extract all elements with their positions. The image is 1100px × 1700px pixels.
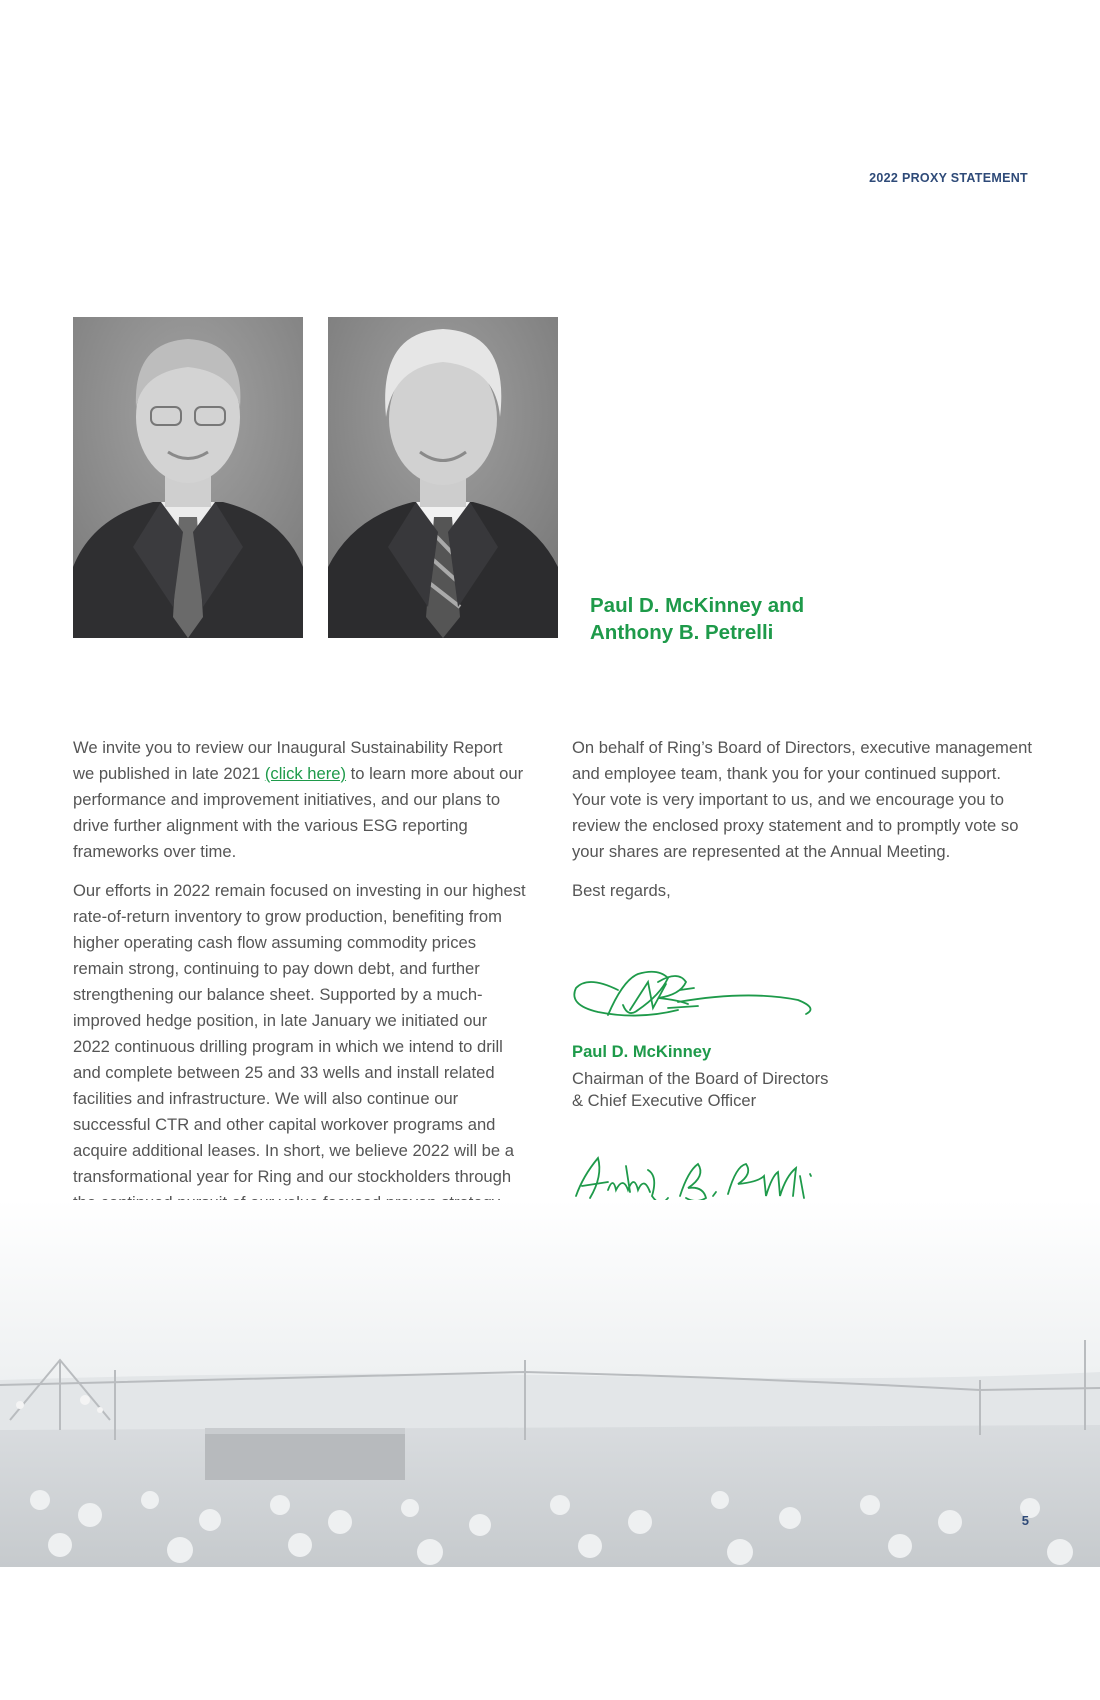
paragraph-text: to learn more about our performance and improvement initiatives, and our plans to drive further alignment with the various ESG reporting frameworks over time. (73, 764, 524, 861)
letter-right-column (572, 735, 1032, 917)
signer-title-mckinney-line2: & Chief Executive Officer (572, 1091, 757, 1110)
closing-text: Best regards, (572, 881, 671, 900)
caption-line-1: Paul D. McKinney and (590, 594, 805, 617)
caption-line-2: Anthony B. Petrelli (590, 621, 774, 644)
paragraph-text: We invite you to review our Inaugural Sustainability Report we published in late 2021 (73, 738, 503, 783)
paragraph-thank-you: On behalf of Ring’s Board of Directors, executive management and employee team, thank you for your continued support. Your vote is very important to us, and we encourage you to review the enclosed proxy statement and to promptly vote so your shares are represented at the Annual Meeting. (572, 738, 1032, 861)
oilfield-background-image (0, 1200, 1100, 1567)
signature-mckinney (568, 960, 824, 1028)
page-number: 5 (1021, 1513, 1029, 1528)
portrait-photo-mckinney (73, 317, 303, 638)
photo-caption (590, 592, 804, 646)
document-header-label: 2022 PROXY STATEMENT (869, 171, 1028, 185)
portrait-photo-petrelli (328, 317, 558, 638)
paragraph-efforts-2022: Our efforts in 2022 remain focused on investing in our highest rate-of-return inventory to grow production, benefiting from higher operating cash flow assuming commodity prices remain strong, continuing to pay down debt, and further strengthening our balance sheet. Supported by a much-improved hedge position, in late January we initiated our 2022 continuous drilling program in which we intend to drill and complete between 25 and 33 wells and install related facilities and infrastructure. We will also continue our successful CTR and other capital workover programs and acquire additional leases. In short, we believe 2022 will be a transformational year for Ring and our stockholders through (73, 881, 526, 1186)
paragraph-sustainability (73, 735, 528, 865)
letter-left-column (73, 735, 528, 1229)
signer-name-mckinney: Paul D. McKinney (572, 1042, 712, 1061)
signer-title-mckinney-line1: Chairman of the Board of Directors (572, 1069, 829, 1088)
sustainability-report-link[interactable]: (click here) (264, 764, 347, 783)
